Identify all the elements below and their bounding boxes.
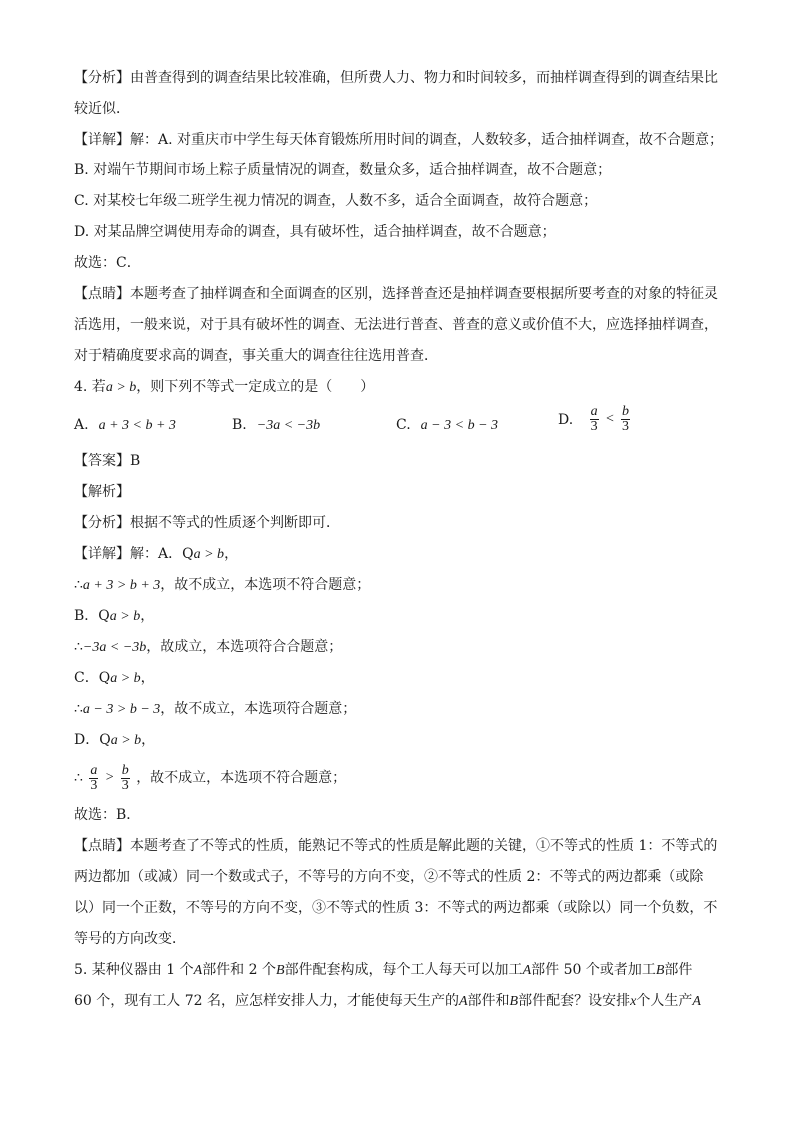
q3-comment-line-3: 对于精确度要求高的调查，事关重大的调查往往选用普查．: [74, 348, 438, 364]
q4-detail-d-cond: D．Qa > b，: [74, 732, 156, 748]
q4-option-b: B. −3a < −3b: [232, 417, 321, 433]
q4-analysis: 【分析】根据不等式的性质逐个判断即可．: [74, 515, 340, 531]
q3-detail-line-3: C. 对某校七年级二班学生视力情况的调查，人数不多，适合全面调查，故符合题意；: [74, 193, 598, 209]
q4-answer-label: 【答案】B: [74, 453, 141, 469]
q3-detail-line-4: D. 对某品牌空调使用寿命的调查，具有破坏性，适合抽样调查，故不合题意；: [74, 224, 556, 240]
q4-jiexi-label: 【解析】: [74, 484, 130, 500]
q4-option-c: C. a − 3 < b − 3: [396, 417, 499, 433]
q4-stem-math: a > b: [105, 380, 137, 395]
q4-detail-a-result: ∴a + 3 > b + 3，故不成立，本选项不符合题意；: [74, 577, 371, 593]
q4-option-a: A. a + 3 < b + 3: [74, 417, 176, 433]
q5-stem-line-2: 60 个，现有工人 72 名，应怎样安排人力，才能使每天生产的A部件和B部件配套？设安排x个人生产A: [74, 993, 701, 1009]
q3-detail-line-2: B. 对端午节期间市场上粽子质量情况的调查，数量众多，适合抽样调查，故不合题意；: [74, 162, 612, 178]
q4-comment-line-4: 等号的方向改变．: [74, 931, 186, 947]
q4-detail-c-result: ∴a − 3 > b − 3，故不成立，本选项符合题意；: [74, 701, 357, 717]
q4-comment-line-3: 以）同一个正数，不等号的方向不变，③不等式的性质 3：不等式的两边都乘（或除以）同一个负数，不: [74, 900, 718, 916]
fraction-b-over-3: $\frac{b}{3}$: [622, 404, 629, 434]
q3-answer: 故选：C．: [74, 255, 141, 271]
q4-detail-c-cond: C．Qa > b，: [74, 670, 155, 686]
q4-detail-d-result: ∴ $\frac{a}{3}$ > $\frac{b}{3}$ ，故不成立，本选项不符合题意；: [74, 762, 347, 793]
q4-option-d: D. $\frac{a}{3}$ < $\frac{b}{3}$: [558, 404, 629, 434]
fraction-a-over-3: $\frac{a}{3}$: [90, 762, 98, 793]
q3-comment-line-1: 【点睛】本题考查了抽样调查和全面调查的区别，选择普查还是抽样调查要根据所要考查的对象的特征灵: [74, 286, 718, 302]
q3-detail-line-1: 【详解】解：A. 对重庆市中学生每天体育锻炼所用时间的调查，人数较多，适合抽样调查，故不合题意；: [74, 132, 724, 148]
q3-analysis-line-2: 较近似．: [74, 101, 130, 117]
q3-analysis-line-1: 【分析】由普查得到的调查结果比较准确，但所费人力、物力和时间较多，而抽样调查得到的调查结果比: [74, 70, 718, 86]
fraction-b-over-3: $\frac{b}{3}$: [121, 762, 129, 793]
q4-final-answer: 故选：B．: [74, 807, 141, 823]
q4-stem: 4. 若a > b，则下列不等式一定成立的是（ ）: [74, 379, 375, 395]
q4-comment-line-2: 两边都加（或减）同一个数或式子，不等号的方向不变，②不等式的性质 2：不等式的两边都乘（或除: [74, 869, 704, 885]
q3-comment-line-2: 活选用，一般来说，对于具有破坏性的调查、无法进行普查、普查的意义或价值不大，应选择抽样调查，: [74, 317, 718, 333]
q4-detail-a-cond: 【详解】解：A．Qa > b，: [74, 546, 239, 562]
fraction-a-over-3: $\frac{a}{3}$: [590, 404, 598, 434]
q5-stem-line-1: 5. 某种仪器由 1 个A部件和 2 个B部件配套构成，每个工人每天可以加工A部件 50 个或者加工B部件: [74, 962, 693, 978]
q4-detail-b-cond: B．Qa > b，: [74, 608, 155, 624]
q4-detail-b-result: ∴−3a < −3b，故成立，本选项符合合题意；: [74, 639, 343, 655]
q4-comment-line-1: 【点睛】本题考查了不等式的性质，能熟记不等式的性质是解此题的关键，①不等式的性质 1：不等式的: [74, 838, 718, 854]
